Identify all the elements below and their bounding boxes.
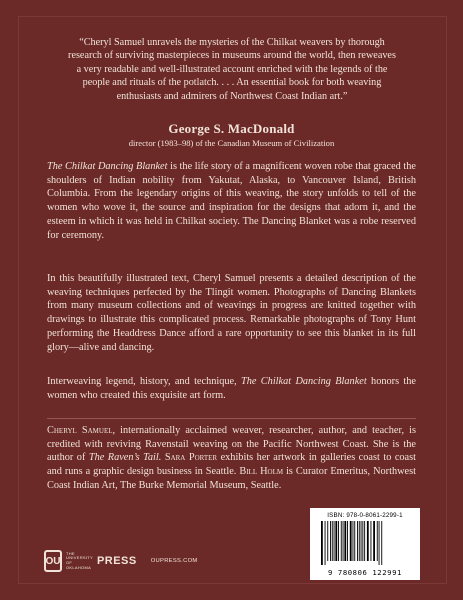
barcode-bar (327, 521, 328, 561)
barcode-bar (347, 521, 348, 561)
barcode-icon (320, 521, 410, 565)
barcode-bar (371, 521, 372, 561)
barcode-panel (310, 508, 420, 580)
publisher-logo (44, 548, 198, 574)
description-lead-3: Interweaving legend, history, and technique, (47, 376, 242, 387)
barcode-bar (343, 521, 344, 561)
contributors-bio (47, 424, 416, 493)
description-tail-3: honors the women who created this exquisite art form. (47, 376, 416, 401)
barcode-bar (361, 521, 362, 561)
endorsement-quote: “Cheryl Samuel unravels the mysteries of the Chilkat weavers by thorough research of surviving masterpieces in museums around the world, then reweaves a very readable and well-illustrated account enriched with the legends of the people and rituals of the potlatch. . . . An essential book for both weaving enthusiasts and admirers of Northwest Coast Indian art.” (68, 37, 396, 102)
section-divider (47, 418, 416, 419)
contributor-name: Cheryl Samuel (47, 425, 113, 436)
description-paragraph-1 (47, 160, 416, 242)
contributor-name: Bill Holm (239, 466, 284, 478)
book-title: The Raven’s Tail. (88, 452, 162, 464)
barcode-bar (364, 521, 365, 561)
barcode-bar (367, 521, 369, 561)
barcode-bar (332, 521, 333, 561)
university-name: THE UNIVERSITY OF OKLAHOMA (66, 550, 93, 570)
description-paragraph-3 (47, 375, 416, 402)
description-text-1: is the life story of a magnificent woven robe that graced the shoulders of Indian nobility from Yakutat, Alaska, to Vancouver Island, British Columbia. From the legendary origins of this weaving, the story unfolds to tell of the women who wove it, the source and inspiration for the designs that adorn it, and the esteem in which it was held in Chilkat society. The Dancing Blanket was a robe reserved for ceremony. (47, 161, 416, 241)
barcode-bar (335, 521, 337, 561)
barcode-digits: 9 780806 122991 (328, 568, 402, 577)
bio-text: exhibits her artwork in galleries coast to coast and runs a graphic design business in Seattle. (47, 452, 416, 478)
barcode-bar (341, 521, 342, 561)
barcode-bar (381, 521, 382, 565)
barcode-bar (357, 521, 358, 561)
barcode-bar (373, 521, 375, 561)
barcode-bar (354, 521, 355, 561)
press-wordmark: PRESS (96, 555, 137, 567)
bio-text: , internationally acclaimed weaver, researcher, author, and teacher, is credited with reviving Ravenstail weaving on the Pacific Northwest Coast. She is the author of (47, 425, 416, 464)
barcode-bar (330, 521, 331, 561)
quote-author-title: director (1983–98) of the Canadian Museum of Civilization (128, 138, 335, 148)
publisher-website: OUPRESS.COM (150, 558, 198, 564)
description-paragraph-2: In this beautifully illustrated text, Cheryl Samuel presents a detailed description of the weaving techniques perfected by the Tlingit women. Photographs of Dancing Blankets from many museum collections and of weavings in progress are knitted together with drawings to illustrate this complicated process. Remarkable photographs of Tony Hunt performing the Headdress Dance afford a rare opportunity to see this blanket in its full glory—alive and dancing. (47, 273, 416, 353)
barcode-bar (350, 521, 352, 561)
quote-author: George S. MacDonald (168, 121, 295, 136)
bio-text: is Curator Emeritus, Northwest Coast Indian Art, The Burke Memorial Museum, Seattle. (47, 466, 416, 491)
isbn-label: ISBN: 978-0-8061-2299-1 (327, 512, 403, 519)
barcode-bar (325, 521, 326, 565)
barcode-bar (344, 521, 346, 561)
barcode-bar (377, 521, 378, 561)
barcode-bar (321, 521, 323, 565)
book-title: The Chilkat Dancing Blanket (47, 161, 168, 172)
barcode-bar (359, 521, 360, 561)
contributor-name: Sara Porter (164, 452, 218, 464)
barcode-bar (334, 521, 335, 561)
barcode-bar (379, 521, 380, 565)
barcode-bar (362, 521, 363, 561)
barcode-bar (353, 521, 354, 561)
book-title: The Chilkat Dancing Blanket (241, 376, 367, 387)
barcode-bar (338, 521, 339, 561)
ou-logo-icon: OU (44, 550, 62, 572)
